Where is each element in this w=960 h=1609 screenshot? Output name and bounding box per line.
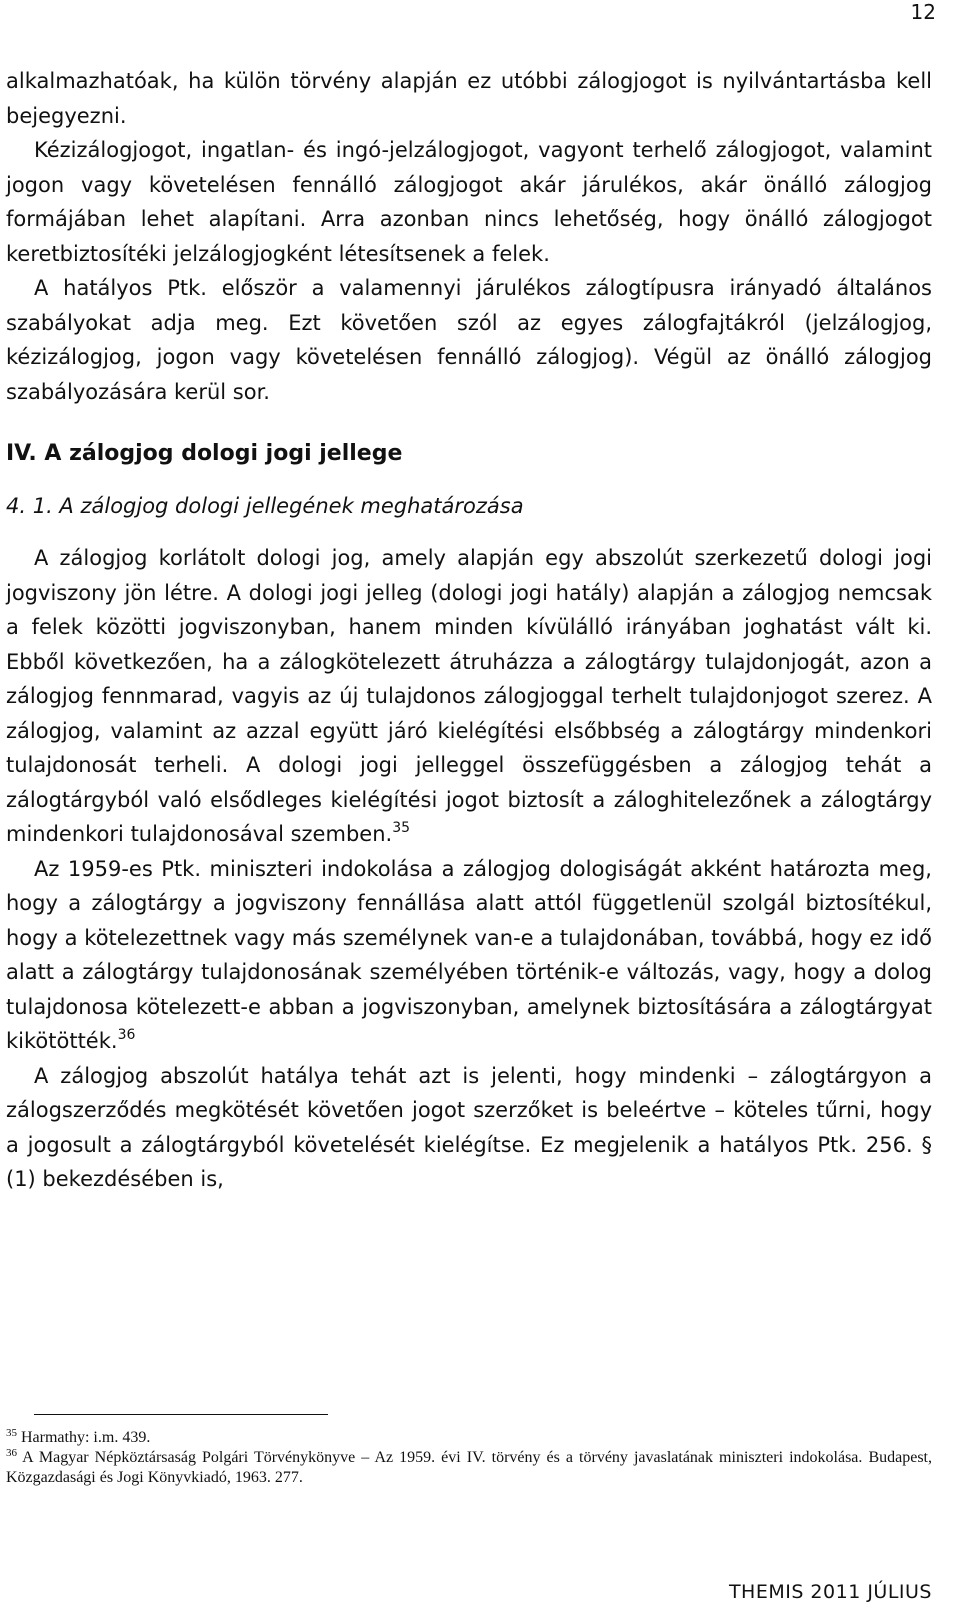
footnote-reference[interactable]: 35 [392,820,411,836]
section-heading: IV. A zálogjog dologi jogi jellege [6,441,403,466]
subsection-heading: 4. 1. A zálogjog dologi jellegének meghatározása [6,494,524,518]
paragraph [6,852,932,1059]
footnote [6,1428,932,1448]
paragraph: A zálogjog abszolút hatálya tehát azt is jelenti, hogy mindenki – zálogtárgyon a zálogszerződés megkötését követően jogot szerzőket is beleértve – köteles tűrni, hogy a jogosult a zálogtárgyból követelését kielégítse. Ez megjelenik a hatályos Ptk. 256. § (1) bekezdésében is, [6,1063,932,1191]
paragraph-text: Az 1959-es Ptk. miniszteri indokolása a zálogjog dologiságát akként határozta meg, hogy a zálogtárgy a jogviszony fennállása alatt attól függetlenül szolgál biztosítékul, hogy a kötelezettnek vagy más személynek van-e a tulajdonában, továbbá, hogy ez idő alatt a zálogtárgy tulajdonosának személyében történik-e változás, vagy, hogy a dolog tulajdonosa kötelezett-e abban a jogviszonyban, amelynek biztosítására a zálogtárgyat kikötötték. [6,856,932,1053]
paragraph: alkalmazhatóak, ha külön törvény alapján ez utóbbi zálogjogot is nyilvántartásba kell bejegyezni. [6,69,932,128]
paragraph: Kézizálogjogot, ingatlan- és ingó-jelzálogjogot, vagyont terhelő zálogjogot, valamint jogon vagy követelésen fennálló zálogjogot akár járulékos, akár önálló zálogjog formájában lehet alapítani. Arra azonban nincs lehetőség, hogy önálló zálogjogot keretbiztosítéki jelzálogjogként létesítsenek a felek. [6,138,932,266]
paragraph: A hatályos Ptk. először a valamennyi járulékos zálogtípusra irányadó általános szabályokat adja meg. Ezt követően szól az egyes zálogfajtákról (jelzálogjog, kézizálogjog, jogon vagy követelésen fennálló zálogjog). Végül az önálló zálogjog szabályozására kerül sor. [6,276,932,404]
page-number: 12 [910,0,936,24]
footnotes [6,1428,932,1488]
footnote [6,1448,932,1488]
footnote-number: 35 [6,1427,17,1439]
footnote-text: A Magyar Népköztársaság Polgári Törvénykönyve – Az 1959. évi IV. törvény és a törvény javaslatának miniszteri indokolása. Budapest, Közgazdasági és Jogi Könyvkiadó, 1963. 277. [6,1449,932,1486]
body-text [6,64,932,1197]
running-footer: THEMIS 2011 JÚLIUS [728,1581,932,1603]
footnote-text: Harmathy: i.m. 439. [21,1429,151,1446]
footnote-reference[interactable]: 36 [117,1027,136,1043]
footnote-number: 36 [6,1447,17,1459]
footnote-separator [34,1414,328,1415]
paragraph-text: A zálogjog korlátolt dologi jog, amely alapján egy abszolút szerkezetű dologi jogi jogviszony jön létre. A dologi jogi jelleg (dologi jogi hatály) alapján a zálogjog nemcsak a felek közötti jogviszonyban, hanem minden kívülálló irányában joghatást vált ki. Ebből következően, ha a zálogkötelezett átruházza a zálogtárgy tulajdonjogát, azon a zálogjog fennmarad, vagyis az új tulajdonos zálogjoggal terhelt tulajdonjogot szerez. A zálogjog, valamint az azzal együtt járó kielégítési elsőbbség a zálogtárgy mindenkori tulajdonosát terheli. A dologi jogi jelleggel összefüggésben a zálogjog tehát a zálogtárgyból való elsődleges kielégítési jogot biztosít a záloghitelezőnek a zálogtárgy mindenkori tulajdonosával szemben. [6,546,932,846]
paragraph [6,541,932,852]
